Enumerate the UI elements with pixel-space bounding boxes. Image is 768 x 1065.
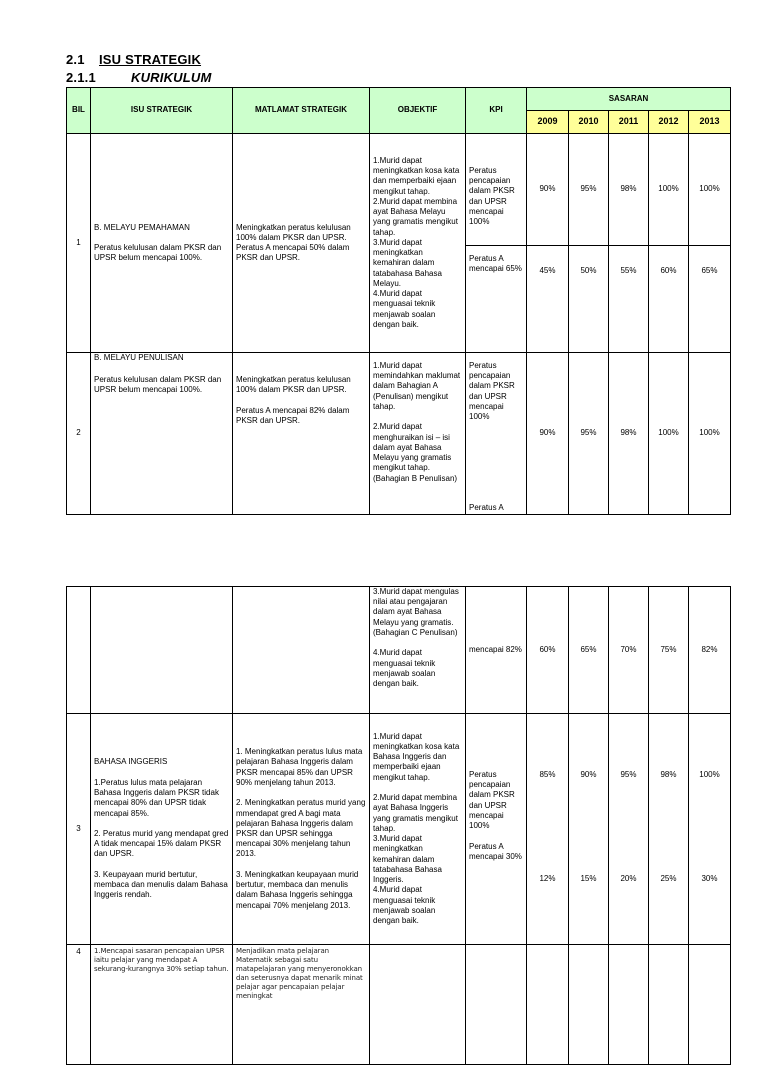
row-number: 4 — [67, 945, 91, 1065]
col-header-sasaran: SASARAN — [527, 88, 731, 111]
target-value: 15% — [580, 874, 597, 884]
target-column — [609, 714, 649, 945]
target-value: 70% — [609, 587, 649, 714]
subsection-heading — [66, 70, 212, 85]
target-value: 50% — [569, 246, 609, 353]
kpi-cell: mencapai 82% — [466, 587, 527, 714]
section-heading — [66, 52, 201, 67]
row-number: 1 — [67, 134, 91, 353]
kpi-text: Peratus pencapaian dalam PKSR dan UPSR mencapai 100% — [469, 361, 515, 422]
col-header-kpi: KPI — [466, 88, 527, 134]
objektif-cell: 3.Murid dapat mengulas nilai atau pengajaran dalam ayat Bahasa Melayu yang gramatis.(Bahagian C Penulisan) 4.Murid dapat menguasai teknik menjawab soalan dengan baik. — [370, 587, 466, 714]
kpi-text: Peratus A — [469, 502, 504, 512]
target-value: 98% — [660, 770, 677, 779]
strategic-issues-table-continued — [66, 586, 731, 1065]
col-header-objektif: OBJEKTIF — [370, 88, 466, 134]
target-value: 20% — [620, 874, 637, 884]
target-column — [527, 714, 569, 945]
target-value: 90% — [527, 134, 569, 246]
target-value: 25% — [660, 874, 677, 884]
target-value: 95% — [569, 353, 609, 515]
target-value: 60% — [649, 246, 689, 353]
target-value: 82% — [689, 587, 731, 714]
section-number: 2.1 — [66, 52, 85, 67]
target-value — [569, 945, 609, 1065]
kpi-cell — [466, 353, 527, 515]
table-row — [67, 587, 731, 714]
subsection-title: KURIKULUM — [131, 70, 212, 85]
target-value: 75% — [649, 587, 689, 714]
matlamat-cell: Menjadikan mata pelajaran Matematik sebagai satu matapelajaran yang menyeronokkan dan seterusnya dapat menarik minat pelajar agar pencapaian pelajar meningkat — [233, 945, 370, 1065]
target-value: 100% — [689, 134, 731, 246]
target-value: 30% — [701, 874, 718, 884]
target-value — [527, 945, 569, 1065]
target-value: 65% — [689, 246, 731, 353]
year-header: 2009 — [527, 111, 569, 134]
target-value: 98% — [609, 134, 649, 246]
target-value: 100% — [649, 353, 689, 515]
target-value: 60% — [527, 587, 569, 714]
target-value: 100% — [649, 134, 689, 246]
target-value: 85% — [539, 770, 556, 779]
target-value: 90% — [580, 770, 597, 779]
target-value — [609, 945, 649, 1065]
matlamat-cell: Meningkatkan peratus kelulusan 100% dalam PKSR dan UPSR. Peratus A mencapai 50% dalam PKSR dan UPSR. — [233, 134, 370, 353]
row-number: 2 — [67, 353, 91, 515]
kpi-cell: Peratus pencapaian dalam PKSR dan UPSR mencapai 100% Peratus A mencapai 30% — [466, 714, 527, 945]
header-row — [67, 88, 731, 111]
subsection-number: 2.1.1 — [66, 70, 96, 85]
target-value: 65% — [569, 587, 609, 714]
kpi-cell: Peratus pencapaian dalam PKSR dan UPSR mencapai 100% — [466, 134, 527, 246]
isu-cell: 1.Mencapai sasaran pencapaian UPSR iaitu pelajar yang mendapat A sekurang-kurangnya 30% setiap tahun. — [91, 945, 233, 1065]
row-number: 3 — [67, 714, 91, 945]
table-row — [67, 134, 731, 246]
col-header-bil: BIL — [67, 88, 91, 134]
target-value: 55% — [609, 246, 649, 353]
objektif-cell: 1.Murid dapat meningkatkan kosa kata Bahasa Inggeris dan memperbaiki ejaan mengikut tahap. 2.Murid dapat membina ayat Bahasa Inggeris yang gramatis mengikut tahap. 3.Murid dapat meningkatkan kemahiran dalam tatabahasa Bahasa Inggeris. 4.Murid dapat menguasai teknik menjawab soalan dengan baik. — [370, 714, 466, 945]
table-row — [67, 714, 731, 945]
target-column — [689, 714, 731, 945]
kpi-cell — [466, 945, 527, 1065]
table-row — [67, 353, 731, 515]
target-value: 90% — [527, 353, 569, 515]
col-header-isu: ISU STRATEGIK — [91, 88, 233, 134]
isu-cell: BAHASA INGGERIS 1.Peratus lulus mata pelajaran Bahasa Inggeris dalam PKSR tidak mencapai 80% dan UPSR tidak mencapai 85%. 2. Peratus murid yang mendapat gred A tidak mencapai 15% dalam PKSR dan UPSR. 3. Keupayaan murid bertutur, membaca dan menulis dalam Bahasa Inggeris rendah. — [91, 714, 233, 945]
target-column — [569, 714, 609, 945]
row-number — [67, 587, 91, 714]
year-header: 2012 — [649, 111, 689, 134]
year-header: 2013 — [689, 111, 731, 134]
target-value: 45% — [527, 246, 569, 353]
target-value: 95% — [569, 134, 609, 246]
col-header-matlamat: MATLAMAT STRATEGIK — [233, 88, 370, 134]
target-value: 100% — [689, 353, 731, 515]
target-value: 12% — [539, 874, 556, 884]
year-header: 2011 — [609, 111, 649, 134]
section-title: ISU STRATEGIK — [99, 52, 202, 67]
matlamat-cell: 1. Meningkatkan peratus lulus mata pelajaran Bahasa Inggeris dalam PKSR mencapai 85% dan UPSR 90% menjelang tahun 2013. 2. Meningkatkan peratus murid yang mmendapat gred A bagi mata pelajaran Bahasa Inggeris dalam PKSR dan UPSR sehingga mencapai 30% menjelang tahun 2013. 3. Meningkatkan keupayaan murid bertutur, membaca dan menulis dalam Bahasa Inggeris sehingga mencapai 70% menjelang 2013. — [233, 714, 370, 945]
target-value — [689, 945, 731, 1065]
isu-title: B. MELAYU PENULISAN — [94, 353, 184, 362]
isu-text: Peratus kelulusan dalam PKSR dan UPSR belum mencapai 100%. — [94, 375, 222, 395]
year-header: 2010 — [569, 111, 609, 134]
target-value: 100% — [699, 770, 720, 779]
matlamat-cell: Meningkatkan peratus kelulusan 100% dalam PKSR dan UPSR. Peratus A mencapai 82% dalam PKSR dan UPSR. — [233, 353, 370, 515]
objektif-cell — [370, 945, 466, 1065]
target-value: 98% — [609, 353, 649, 515]
strategic-issues-table — [66, 87, 731, 515]
isu-cell: B. MELAYU PEMAHAMAN Peratus kelulusan dalam PKSR dan UPSR belum mencapai 100%. — [91, 134, 233, 353]
objektif-cell: 1.Murid dapat memindahkan maklumat dalam Bahagian A (Penulisan) mengikut tahap. 2.Murid dapat menghuraikan isi – isi dalam ayat Bahasa Melayu yang gramatis mengikut tahap. (Bahagian B Penulisan) — [370, 353, 466, 515]
table-row — [67, 945, 731, 1065]
matlamat-cell — [233, 587, 370, 714]
isu-cell — [91, 353, 233, 515]
objektif-cell: 1.Murid dapat meningkatkan kosa kata dan memperbaiki ejaan mengikut tahap. 2.Murid dapat membina ayat Bahasa Melayu yang gramatis mengikut tahap. 3.Murid dapat meningkatkan kemahiran dalam tatabahasa Bahasa Melayu. 4.Murid dapat menguasai teknik menjawab soalan dengan baik. — [370, 134, 466, 353]
target-value: 95% — [620, 770, 637, 779]
kpi-cell: Peratus A mencapai 65% — [466, 246, 527, 353]
target-column — [649, 714, 689, 945]
target-value — [649, 945, 689, 1065]
isu-cell — [91, 587, 233, 714]
